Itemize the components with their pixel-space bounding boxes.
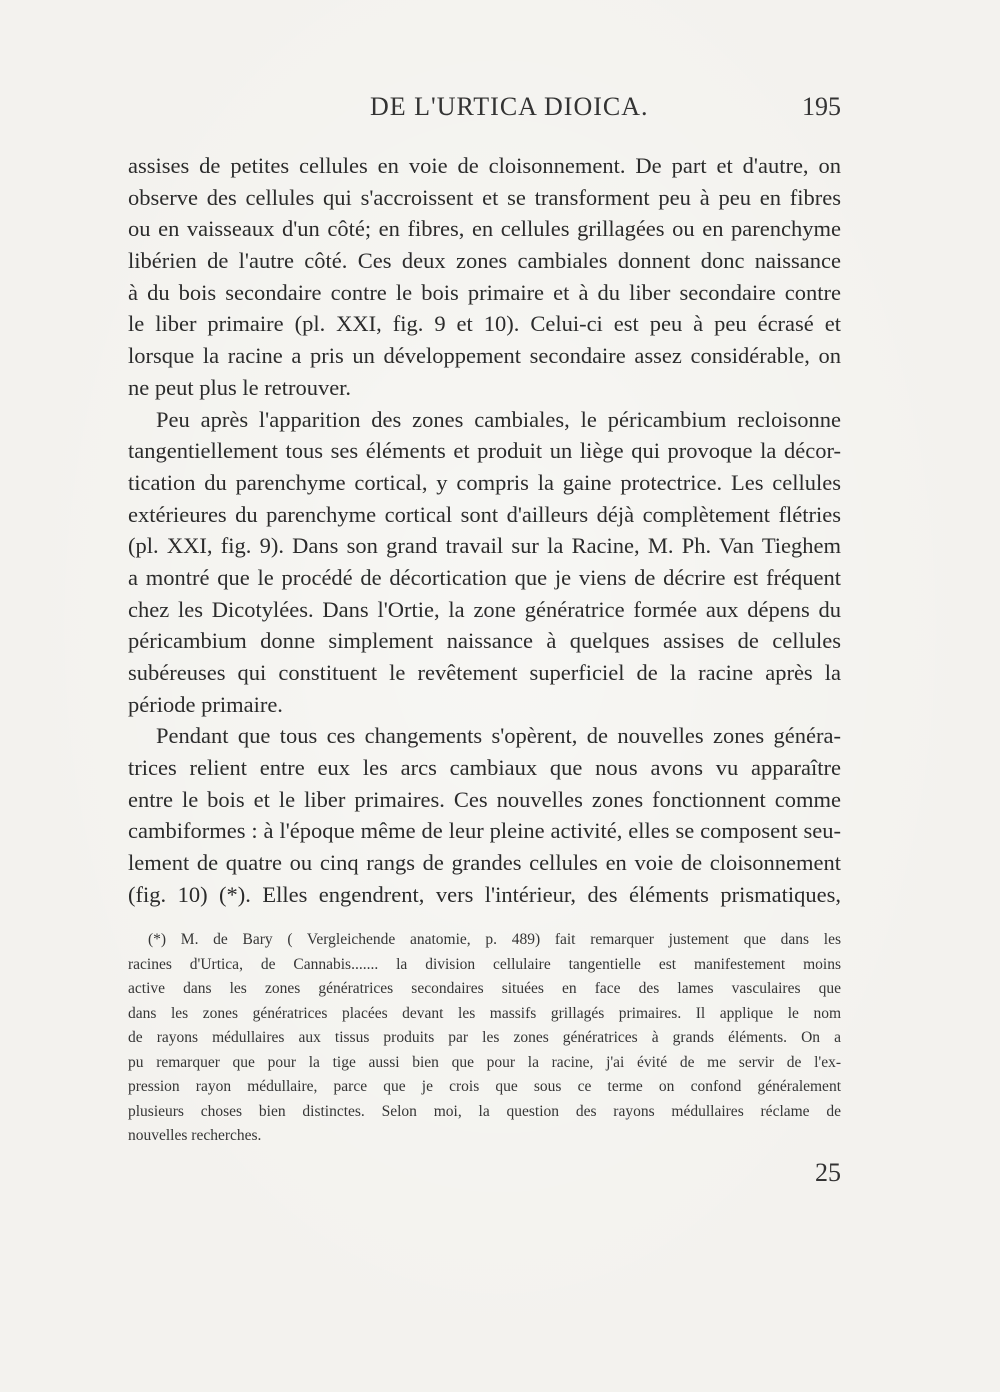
running-head — [128, 92, 841, 128]
footnote-line: pu remarquer que pour la tige aussi bien que pour la racine, j'ai évité de me servir de l'ex- — [128, 1053, 841, 1071]
footnote-line: pression rayon médullaire, parce que je crois que sous ce terme on confond généralement — [128, 1078, 841, 1095]
text-line: entre le bois et le liber primaires. Ces nouvelles zones fonctionnent comme — [128, 786, 841, 812]
text-line: à du bois secondaire contre le bois primaire et à du liber secondaire contre — [128, 279, 841, 305]
footnote-line: de rayons médullaires aux tissus produits par les zones génératrices à grands éléments. On a — [128, 1029, 841, 1046]
text-line: lement de quatre ou cinq rangs de grandes cellules en voie de cloisonnement — [128, 850, 841, 876]
text-line: (pl. XXI, fig. 9). Dans son grand travail sur la Racine, M. Ph. Van Tieghem — [128, 533, 841, 559]
text-line: assises de petites cellules en voie de cloisonnement. De part et d'autre, on — [128, 153, 841, 178]
footnote-line: nouvelles recherches. — [128, 1127, 262, 1144]
footnote-line: active dans les zones génératrices secondaires situées en face des lames vasculaires que — [128, 980, 841, 997]
text-line: cambiformes : à l'époque même de leur pleine activité, elles se composent seu- — [128, 818, 841, 844]
text-line: Peu après l'apparition des zones cambiales, le péricambium recloisonne — [156, 406, 841, 432]
text-line: période primaire. — [128, 691, 283, 717]
text-line: a montré que le procédé de décortication que je viens de décrire est fréquent — [128, 564, 841, 590]
text-line: lorsque la racine a pris un développement secondaire assez considérable, on — [128, 343, 841, 369]
footnote-line: racines d'Urtica, de Cannabis....... la division cellulaire tangentielle est manifestement moins — [128, 955, 841, 973]
body-text — [128, 150, 841, 911]
signature-mark: 25 — [815, 1158, 841, 1187]
text-line: Pendant que tous ces changements s'opèrent, de nouvelles zones généra- — [156, 723, 841, 749]
footnote-line: (*) M. de Bary ( Vergleichende anatomie, p. 489) fait remarquer justement que dans les — [148, 931, 841, 948]
text-line: chez les Dicotylées. Dans l'Ortie, la zone génératrice formée aux dépens du — [128, 596, 841, 622]
text-line: le liber primaire (pl. XXI, fig. 9 et 10). Celui-ci est peu à peu écrasé et — [128, 311, 841, 337]
text-line: trices relient entre eux les arcs cambiaux que nous avons vu apparaître — [128, 755, 841, 781]
footnote — [128, 928, 841, 1149]
text-line: tangentiellement tous ses éléments et produit un liège qui provoque la décor- — [128, 438, 841, 464]
page-number: 195 — [802, 92, 841, 121]
text-line: ou en vaisseaux d'un côté; en fibres, en cellules grillagées ou en parenchyme — [128, 216, 841, 242]
text-line: libérien de l'autre côté. Ces deux zones cambiales donnent donc naissance — [128, 248, 841, 274]
footnote-line: dans les zones génératrices placées devant les massifs grillagés primaires. Il applique le nom — [128, 1004, 841, 1022]
text-line: ne peut plus le retrouver. — [128, 374, 352, 400]
text-line: tication du parenchyme cortical, y compris la gaine protectrice. Les cellules — [128, 469, 841, 495]
text-line: subéreuses qui constituent le revêtement superficiel de la racine après la — [128, 660, 841, 685]
footnote-line: plusieurs choses bien distinctes. Selon moi, la question des rayons médullaires réclame de — [128, 1102, 841, 1120]
text-line: extérieures du parenchyme cortical sont d'ailleurs déjà complètement flétries — [128, 501, 841, 527]
text-line: péricambium donne simplement naissance à quelques assises de cellules — [128, 628, 841, 654]
running-title: DE L'URTICA DIOICA. — [370, 92, 649, 121]
text-line: observe des cellules qui s'accroissent et se transforment peu à peu en fibres — [128, 184, 841, 210]
text-line: (fig. 10) (*). Elles engendrent, vers l'intérieur, des éléments prismatiques, — [128, 881, 841, 907]
